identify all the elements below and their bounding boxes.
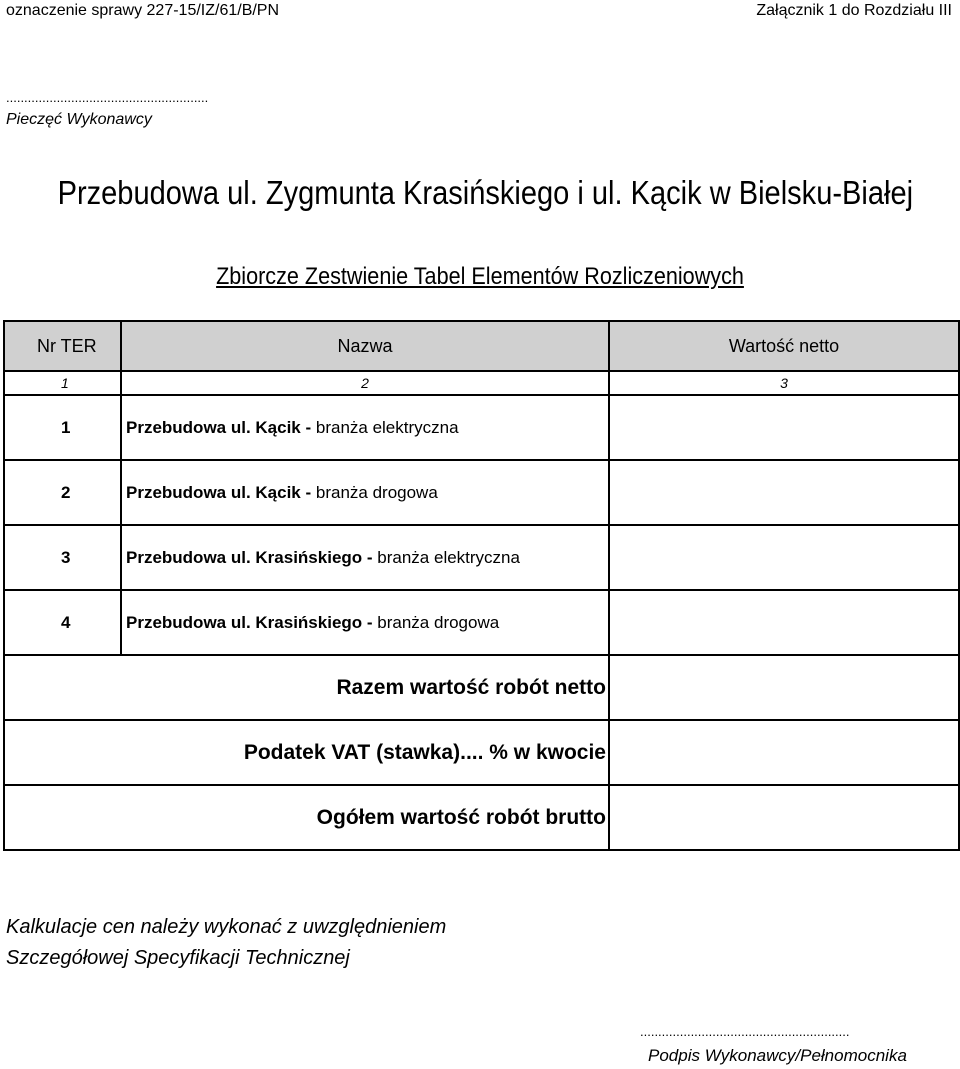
- row-name-rest: branża drogowa: [377, 612, 500, 632]
- net-total-label: [4, 655, 609, 720]
- column-number-3: 3: [609, 371, 959, 395]
- row-nr: 4: [4, 590, 121, 655]
- attachment-label: Załącznik 1 do Rozdziału III: [756, 2, 952, 19]
- header-nr-ter: Nr TER: [4, 321, 121, 371]
- signature-label: Podpis Wykonawcy/Pełnomocnika: [648, 1046, 907, 1065]
- column-number-1: 1: [4, 371, 121, 395]
- table-row: [4, 395, 959, 460]
- row-name-bold: Przebudowa ul. Krasińskiego -: [126, 612, 378, 632]
- row-nr: 3: [4, 525, 121, 590]
- net-total-row: [4, 655, 959, 720]
- row-nr: 2: [4, 460, 121, 525]
- row-value-cell[interactable]: [609, 590, 959, 655]
- row-nr: 1: [4, 395, 121, 460]
- header-wartosc-netto: Wartość netto: [609, 321, 959, 371]
- gross-total-row: [4, 785, 959, 850]
- gross-total-value-cell[interactable]: [609, 785, 959, 850]
- vat-value-cell[interactable]: [609, 720, 959, 785]
- row-value-cell[interactable]: [609, 525, 959, 590]
- calculation-note-line-2: Szczegółowej Specyfikacji Technicznej: [6, 947, 350, 969]
- row-name-bold: Przebudowa ul. Kącik -: [126, 417, 316, 437]
- row-name-rest: branża elektryczna: [377, 547, 520, 567]
- table-header-row: [4, 321, 959, 371]
- gross-total-label: [4, 785, 609, 850]
- column-number-2: 2: [121, 371, 609, 395]
- column-number-row: [4, 371, 959, 395]
- row-name-bold: Przebudowa ul. Kącik -: [126, 482, 316, 502]
- row-name: [121, 395, 609, 460]
- vat-text: Podatek VAT (stawka).... % w kwocie: [243, 740, 606, 764]
- row-name: [121, 460, 609, 525]
- row-name-bold: Przebudowa ul. Krasińskiego -: [126, 547, 378, 567]
- calculation-note-line-1: Kalkulacje cen należy wykonać z uwzględnieniem: [6, 916, 447, 938]
- row-value-cell[interactable]: [609, 460, 959, 525]
- vat-label: [4, 720, 609, 785]
- net-total-value-cell[interactable]: [609, 655, 959, 720]
- vat-row: [4, 720, 959, 785]
- header-nazwa: Nazwa: [121, 321, 609, 371]
- document-subtitle: Zbiorcze Zestwienie Tabel Elementów Rozliczeniowych: [216, 263, 744, 290]
- gross-total-text: Ogółem wartość robót brutto: [316, 805, 606, 829]
- document-title: Przebudowa ul. Zygmunta Krasińskiego i ul. Kącik w Bielsku-Białej: [57, 174, 914, 211]
- row-name: [121, 590, 609, 655]
- row-name-rest: branża elektryczna: [315, 417, 459, 437]
- contractor-seal-label: Pieczęć Wykonawcy: [6, 111, 152, 128]
- row-value-cell[interactable]: [609, 395, 959, 460]
- ter-summary-table: [3, 320, 960, 851]
- row-name-rest: branża drogowa: [315, 482, 438, 502]
- signature-dotted-line: ..........................................................: [640, 1024, 850, 1039]
- row-name: [121, 525, 609, 590]
- table-row: [4, 590, 959, 655]
- table-row: [4, 525, 959, 590]
- seal-dotted-line: ........................................................: [6, 90, 209, 105]
- net-total-text: Razem wartość robót netto: [336, 675, 606, 699]
- table-row: [4, 460, 959, 525]
- case-reference: oznaczenie sprawy 227-15/IZ/61/B/PN: [6, 2, 280, 19]
